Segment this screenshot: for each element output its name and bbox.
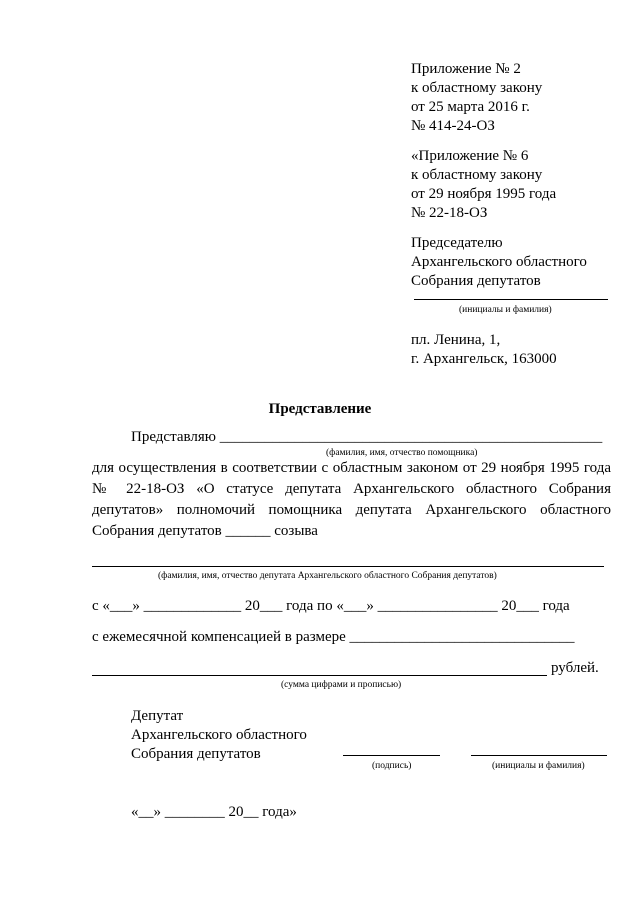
appendix-2-line: Приложение № 2	[411, 61, 521, 77]
addressee-line: Собрания депутатов	[411, 273, 541, 289]
appendix-2-line: от 25 марта 2016 г.	[411, 99, 530, 115]
appendix-2-line: № 414-24-ОЗ	[411, 118, 495, 134]
addressee-block	[411, 234, 587, 291]
deputy-initials-line[interactable]	[471, 755, 607, 756]
sum-caption: (сумма цифрами и прописью)	[281, 680, 402, 690]
deputy-initials-caption: (инициалы и фамилия)	[492, 761, 585, 771]
addressee-line: Председателю	[411, 235, 503, 251]
address-line: пл. Ленина, 1,	[411, 332, 501, 348]
signature-line: Собрания депутатов	[131, 746, 261, 762]
deputy-name-caption: (фамилия, имя, отчество депутата Архангельского областного Собрания депутатов)	[158, 571, 497, 581]
paragraph-line: депутатов» полномочий помощника депутата Архангельского областного	[92, 502, 611, 518]
paragraph-line: для осуществления в соответствии с областным законом от 29 ноября 1995 года	[92, 460, 611, 476]
address-line: г. Архангельск, 163000	[411, 351, 557, 367]
signature-line: Архангельского областного	[131, 727, 307, 743]
sum-line[interactable]	[92, 675, 547, 676]
signature-field-line[interactable]	[343, 755, 440, 756]
rubles-label: рублей.	[551, 660, 599, 676]
paragraph-line: № 22-18-ОЗ «О статусе депутата Архангельского областного Собрания	[92, 481, 611, 497]
present-line[interactable]: Представляю ___________________________________________________	[131, 429, 603, 445]
compensation-line[interactable]: с ежемесячной компенсацией в размере ______________________________	[92, 629, 575, 645]
paragraph-line: Собрания депутатов ______ созыва	[92, 523, 318, 539]
addressee-name-caption: (инициалы и фамилия)	[459, 305, 552, 315]
appendix-6-line: к областному закону	[411, 167, 543, 183]
addressee-name-line[interactable]	[414, 299, 608, 300]
appendix-2-line: к областному закону	[411, 80, 543, 96]
document-title: Представление	[268, 401, 372, 417]
addressee-line: Архангельского областного	[411, 254, 587, 270]
address-block	[411, 331, 557, 369]
signature-caption: (подпись)	[372, 761, 412, 771]
appendix-6-line: от 29 ноября 1995 года	[411, 186, 557, 202]
body-paragraph	[92, 458, 611, 542]
deputy-name-line[interactable]	[92, 566, 604, 567]
signature-block	[131, 707, 307, 764]
appendix-6-line: «Приложение № 6	[411, 148, 529, 164]
assistant-name-caption: (фамилия, имя, отчество помощника)	[326, 448, 478, 458]
date-line[interactable]: «__» ________ 20__ года»	[131, 804, 297, 820]
signature-line: Депутат	[131, 708, 184, 724]
appendix-6-header	[411, 147, 556, 223]
appendix-2-header	[411, 60, 542, 136]
period-line[interactable]: с «___» _____________ 20___ года по «___» ________________ 20___ года	[92, 598, 570, 614]
appendix-6-line: № 22-18-ОЗ	[411, 205, 488, 221]
